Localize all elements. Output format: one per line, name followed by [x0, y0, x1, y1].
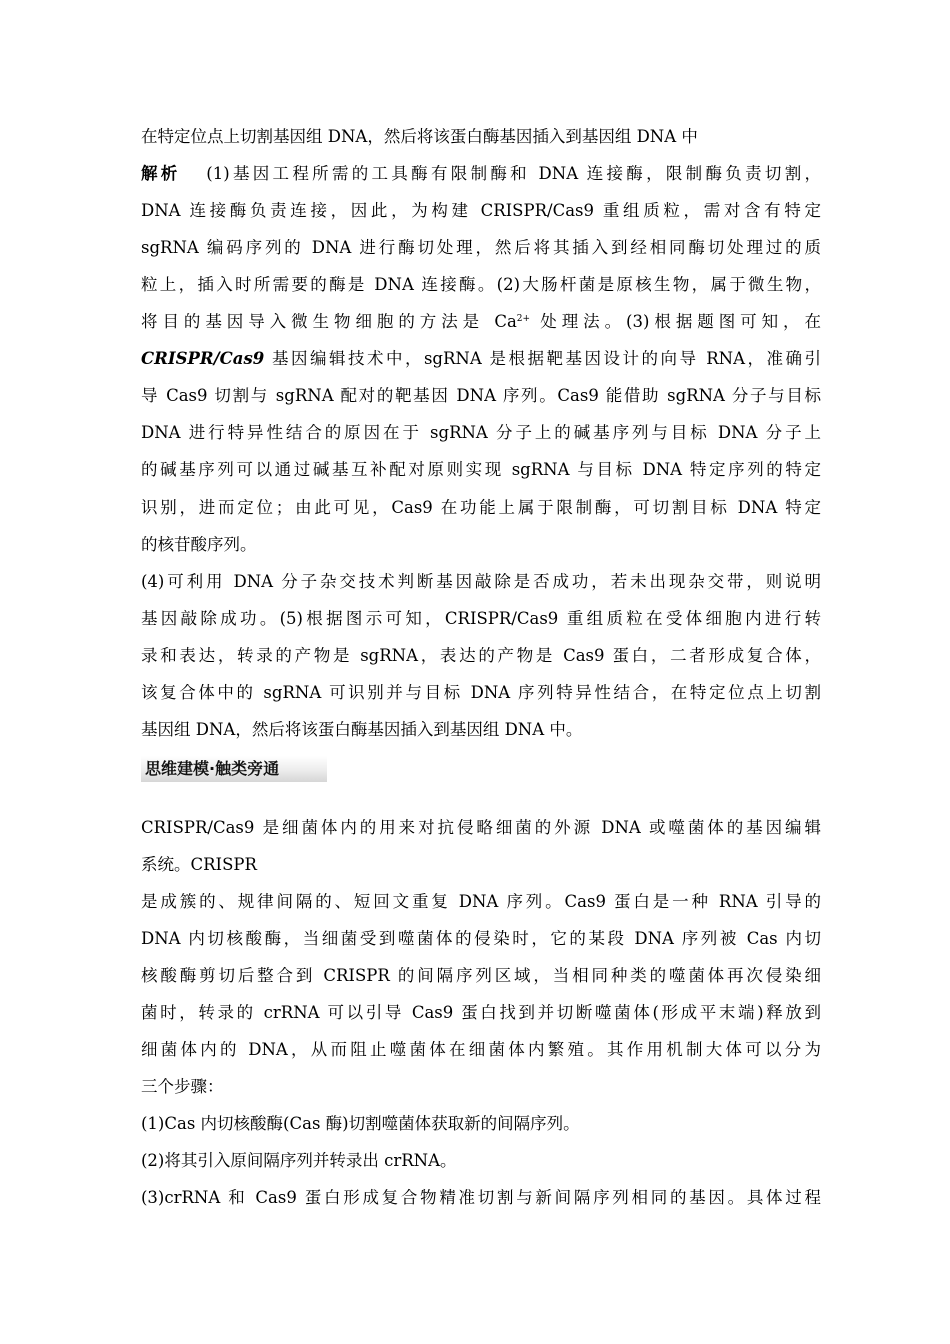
text-line-21: DNA 内切核酸酶，当细菌受到噬菌体的侵染时，它的某段 DNA 序列被 Cas 内切	[141, 929, 821, 948]
text-line-22: 核酸酶剪切后整合到 CRISPR 的间隔序列区域，当相同种类的噬菌体再次侵染细	[141, 966, 821, 985]
text-line-2	[141, 163, 821, 185]
text-line-3: DNA 连接酶负责连接，因此，为构建 CRISPR/Cas9 重组质粒，需对含有特定	[141, 201, 821, 220]
text-line-14: 基因敲除成功。(5)根据图示可知，CRISPR/Cas9 重组质粒在受体细胞内进行转	[141, 609, 821, 628]
crispr-italic-term: CRISPR/Cas9	[141, 349, 265, 368]
text-line-10: 的碱基序列可以通过碱基互补配对原则实现 sgRNA 与目标 DNA 特定序列的特定	[141, 460, 821, 479]
text-line-15: 录和表达，转录的产物是 sgRNA，表达的产物是 Cas9 蛋白，二者形成复合体，	[141, 646, 821, 665]
text-line-11: 识别，进而定位；由此可见，Cas9 在功能上属于限制酶，可切割目标 DNA 特定	[141, 498, 821, 517]
text-line-9: DNA 进行特异性结合的原因在于 sgRNA 分子上的碱基序列与目标 DNA 分子上	[141, 423, 821, 442]
text-line-5: 粒上，插入时所需要的酶是 DNA 连接酶。(2)大肠杆菌是原核生物，属于微生物，	[141, 275, 821, 294]
text-line-24: 细菌体内的 DNA，从而阻止噬菌体在细菌体内繁殖。其作用机制大体可以分为	[141, 1040, 821, 1059]
calcium-superscript: 2+	[516, 314, 531, 324]
analysis-label: 解析	[141, 164, 181, 183]
text-line-6-part-b: 处理法。(3)根据题图可知，在	[530, 312, 821, 331]
text-line-26: (1)Cas 内切核酸酶(Cas 酶)切割噬菌体获取新的间隔序列。	[141, 1114, 580, 1133]
text-line-4: sgRNA 编码序列的 DNA 进行酶切处理，然后将其插入到经相同酶切处理过的质	[141, 238, 821, 257]
text-line-13: (4)可利用 DNA 分子杂交技术判断基因敲除是否成功，若未出现杂交带，则说明	[141, 572, 821, 591]
text-line-17: 基因组 DNA，然后将该蛋白酶基因插入到基因组 DNA 中。	[141, 720, 583, 739]
text-line-27: (2)将其引入原间隔序列并转录出 crRNA。	[141, 1151, 457, 1170]
text-line-18: CRISPR/Cas9 是细菌体内的用来对抗侵略细菌的外源 DNA 或噬菌体的基因编辑	[141, 818, 821, 837]
section-header: 思维建模·触类旁通	[141, 756, 327, 782]
text-line-8: 导 Cas9 切割与 sgRNA 配对的靶基因 DNA 序列。Cas9 能借助 sgRNA 分子与目标	[141, 386, 821, 405]
text-line-28: (3)crRNA 和 Cas9 蛋白形成复合物精准切割与新间隔序列相同的基因。具体过程	[141, 1188, 821, 1207]
text-line-12: 的核苷酸序列。	[141, 535, 257, 554]
text-line-7-content: 基因编辑技术中，sgRNA 是根据靶基因设计的向导 RNA，准确引	[264, 349, 821, 368]
text-line-19: 系统。CRISPR	[141, 855, 257, 874]
text-line-20: 是成簇的、规律间隔的、短回文重复 DNA 序列。Cas9 蛋白是一种 RNA 引导的	[141, 892, 821, 911]
text-line-23: 菌时，转录的 crRNA 可以引导 Cas9 蛋白找到并切断噬菌体(形成平末端)释放到	[141, 1003, 821, 1022]
text-line-7	[141, 348, 821, 370]
text-line-2-content: (1)基因工程所需的工具酶有限制酶和 DNA 连接酶，限制酶负责切割，	[206, 164, 821, 183]
text-line-16: 该复合体中的 sgRNA 可识别并与目标 DNA 序列特异性结合，在特定位点上切割	[141, 683, 821, 702]
text-line-6	[141, 311, 821, 333]
text-line-1: 在特定位点上切割基因组 DNA，然后将该蛋白酶基因插入到基因组 DNA 中	[141, 127, 698, 146]
text-line-25: 三个步骤：	[141, 1077, 224, 1096]
text-line-6-part-a: 将目的基因导入微生物细胞的方法是 Ca	[141, 312, 517, 331]
